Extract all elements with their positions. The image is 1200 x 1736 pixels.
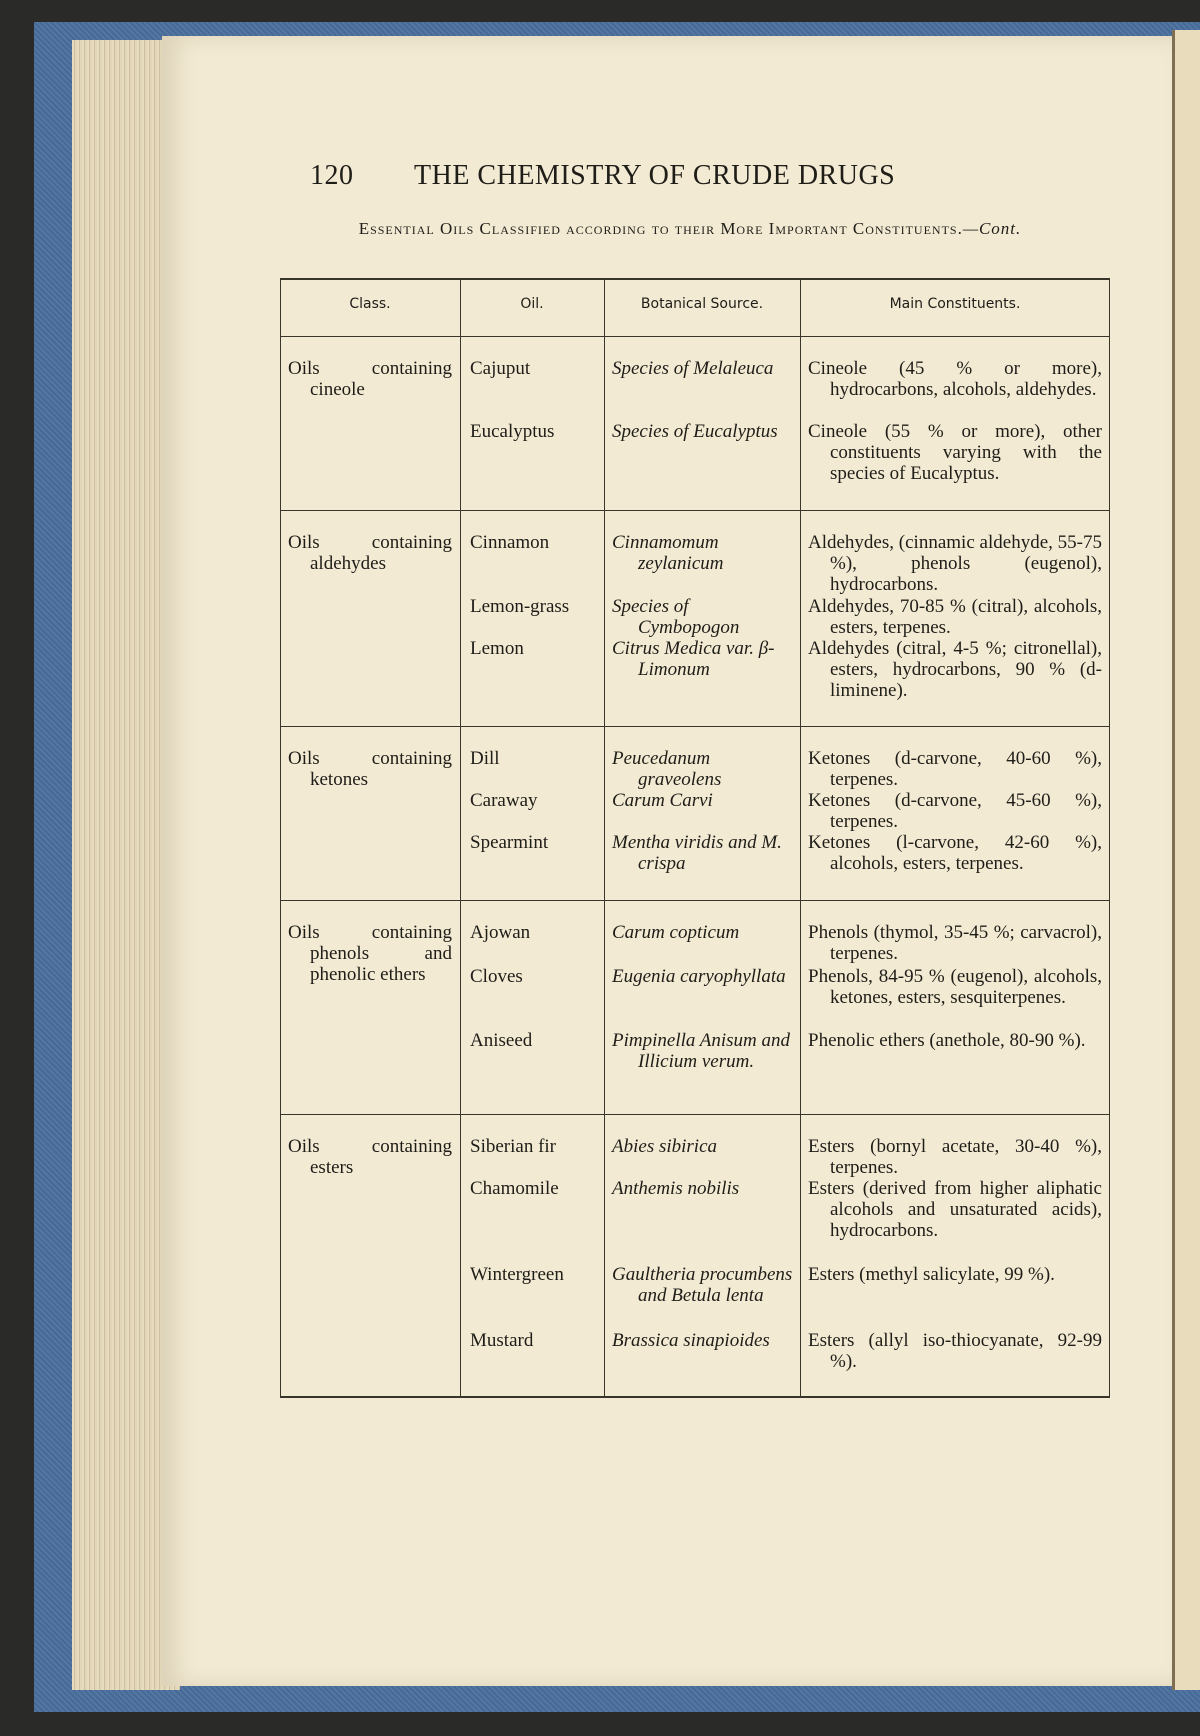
table-top-rule	[280, 278, 1110, 280]
constituents-cell: Esters (allyl iso-thiocyanate, 92-99 %).	[808, 1330, 1102, 1372]
constituents-cell: Esters (bornyl acetate, 30-40 %), terpenes.	[808, 1136, 1102, 1178]
source-cell: Cinnamomum zeylanicum	[612, 532, 724, 574]
caption-cont: —Cont.	[962, 219, 1022, 238]
running-title: THE CHEMISTRY OF CRUDE DRUGS	[414, 160, 896, 191]
essential-oils-table	[280, 278, 1110, 1398]
class-cell: Oils containing ketones	[288, 748, 452, 790]
source-cell: Species of Melaleuca	[612, 358, 774, 379]
header-class: Class.	[349, 296, 391, 312]
header-rule	[280, 336, 1110, 337]
constituents-cell: Phenols (thymol, 35-45 %; carvacrol), terpenes.	[808, 922, 1102, 964]
constituents-cell: Aldehydes, (cinnamic aldehyde, 55-75 %), phenols (eugenol), hydrocarbons.	[808, 532, 1102, 595]
group-rule	[280, 1114, 1110, 1115]
oil-cell: Ajowan	[470, 922, 531, 943]
source-cell: Anthemis nobilis	[612, 1178, 740, 1199]
group-rule	[280, 900, 1110, 901]
table-right-rule	[1109, 278, 1110, 1398]
page-header	[310, 160, 990, 200]
oil-cell: Lemon-grass	[470, 596, 570, 617]
source-cell: Pimpinella Anisum and Illicium verum.	[612, 1030, 791, 1072]
oil-cell: Spearmint	[470, 832, 549, 853]
class-cell: Oils containing cineole	[288, 358, 452, 400]
oil-cell: Eucalyptus	[470, 421, 555, 442]
column-rule	[800, 278, 801, 1398]
oil-cell: Aniseed	[470, 1030, 533, 1051]
source-cell: Brassica sinapioides	[612, 1330, 770, 1351]
constituents-cell: Phenols, 84-95 % (eugenol), alcohols, ketones, esters, sesquiterpenes.	[808, 966, 1102, 1008]
source-cell: Species of Eucalyptus	[612, 421, 778, 442]
header-botanical-source: Botanical Source.	[640, 296, 764, 312]
page-number: 120	[310, 160, 354, 191]
oil-cell: Wintergreen	[470, 1264, 564, 1285]
table-caption	[310, 218, 1070, 239]
oil-cell: Chamomile	[470, 1178, 559, 1199]
constituents-cell: Aldehydes (citral, 4-5 %; citronellal), esters, hydrocarbons, 90 % (d-liminene).	[808, 638, 1102, 701]
class-cell: Oils containing aldehydes	[288, 532, 452, 574]
source-cell: Mentha viridis and M. crispa	[612, 832, 782, 874]
constituents-cell: Cineole (55 % or more), other constituents varying with the species of Eucalyptus.	[808, 421, 1102, 484]
oil-cell: Cajuput	[470, 358, 531, 379]
oil-cell: Cinnamon	[470, 532, 550, 553]
facing-page-edge	[1172, 30, 1200, 1690]
oil-cell: Mustard	[470, 1330, 534, 1351]
source-cell: Citrus Medica var. β-Limonum	[612, 638, 775, 680]
constituents-cell: Esters (methyl salicylate, 99 %).	[808, 1264, 1055, 1285]
class-cell: Oils containing phenols and phenolic ethers	[288, 922, 452, 985]
constituents-cell: Cineole (45 % or more), hydrocarbons, alcohols, aldehydes.	[808, 358, 1102, 400]
header-main-constituents: Main Constituents.	[889, 296, 1021, 312]
source-cell: Eugenia caryophyllata	[612, 966, 786, 987]
constituents-cell: Aldehydes, 70-85 % (citral), alcohols, esters, terpenes.	[808, 596, 1102, 638]
oil-cell: Siberian fir	[470, 1136, 557, 1157]
table-bottom-rule	[280, 1396, 1110, 1398]
oil-cell: Caraway	[470, 790, 538, 811]
constituents-cell: Phenolic ethers (anethole, 80-90 %).	[808, 1030, 1086, 1051]
group-rule	[280, 510, 1110, 511]
source-cell: Gaultheria procumbens and Betula lenta	[612, 1264, 793, 1306]
column-rule	[460, 278, 461, 1398]
source-cell: Abies sibirica	[612, 1136, 718, 1157]
constituents-cell: Esters (derived from higher aliphatic alcohols and unsaturated acids), hydrocarbons.	[808, 1178, 1102, 1241]
oil-cell: Lemon	[470, 638, 524, 659]
source-cell: Carum copticum	[612, 922, 740, 943]
header-oil: Oil.	[520, 296, 544, 312]
table-left-rule	[280, 278, 281, 1398]
source-cell: Carum Carvi	[612, 790, 713, 811]
class-cell: Oils containing esters	[288, 1136, 452, 1178]
caption-text: Essential Oils Classified according to their More Important Constituents.	[358, 219, 963, 238]
oil-cell: Cloves	[470, 966, 523, 987]
column-rule	[604, 278, 605, 1398]
source-cell: Peucedanum graveolens	[612, 748, 722, 790]
constituents-cell: Ketones (d-carvone, 45-60 %), terpenes.	[808, 790, 1102, 832]
constituents-cell: Ketones (l-carvone, 42-60 %), alcohols, esters, terpenes.	[808, 832, 1102, 874]
constituents-cell: Ketones (d-carvone, 40-60 %), terpenes.	[808, 748, 1102, 790]
oil-cell: Dill	[470, 748, 500, 769]
source-cell: Species of Cymbopogon	[612, 596, 740, 638]
group-rule	[280, 726, 1110, 727]
